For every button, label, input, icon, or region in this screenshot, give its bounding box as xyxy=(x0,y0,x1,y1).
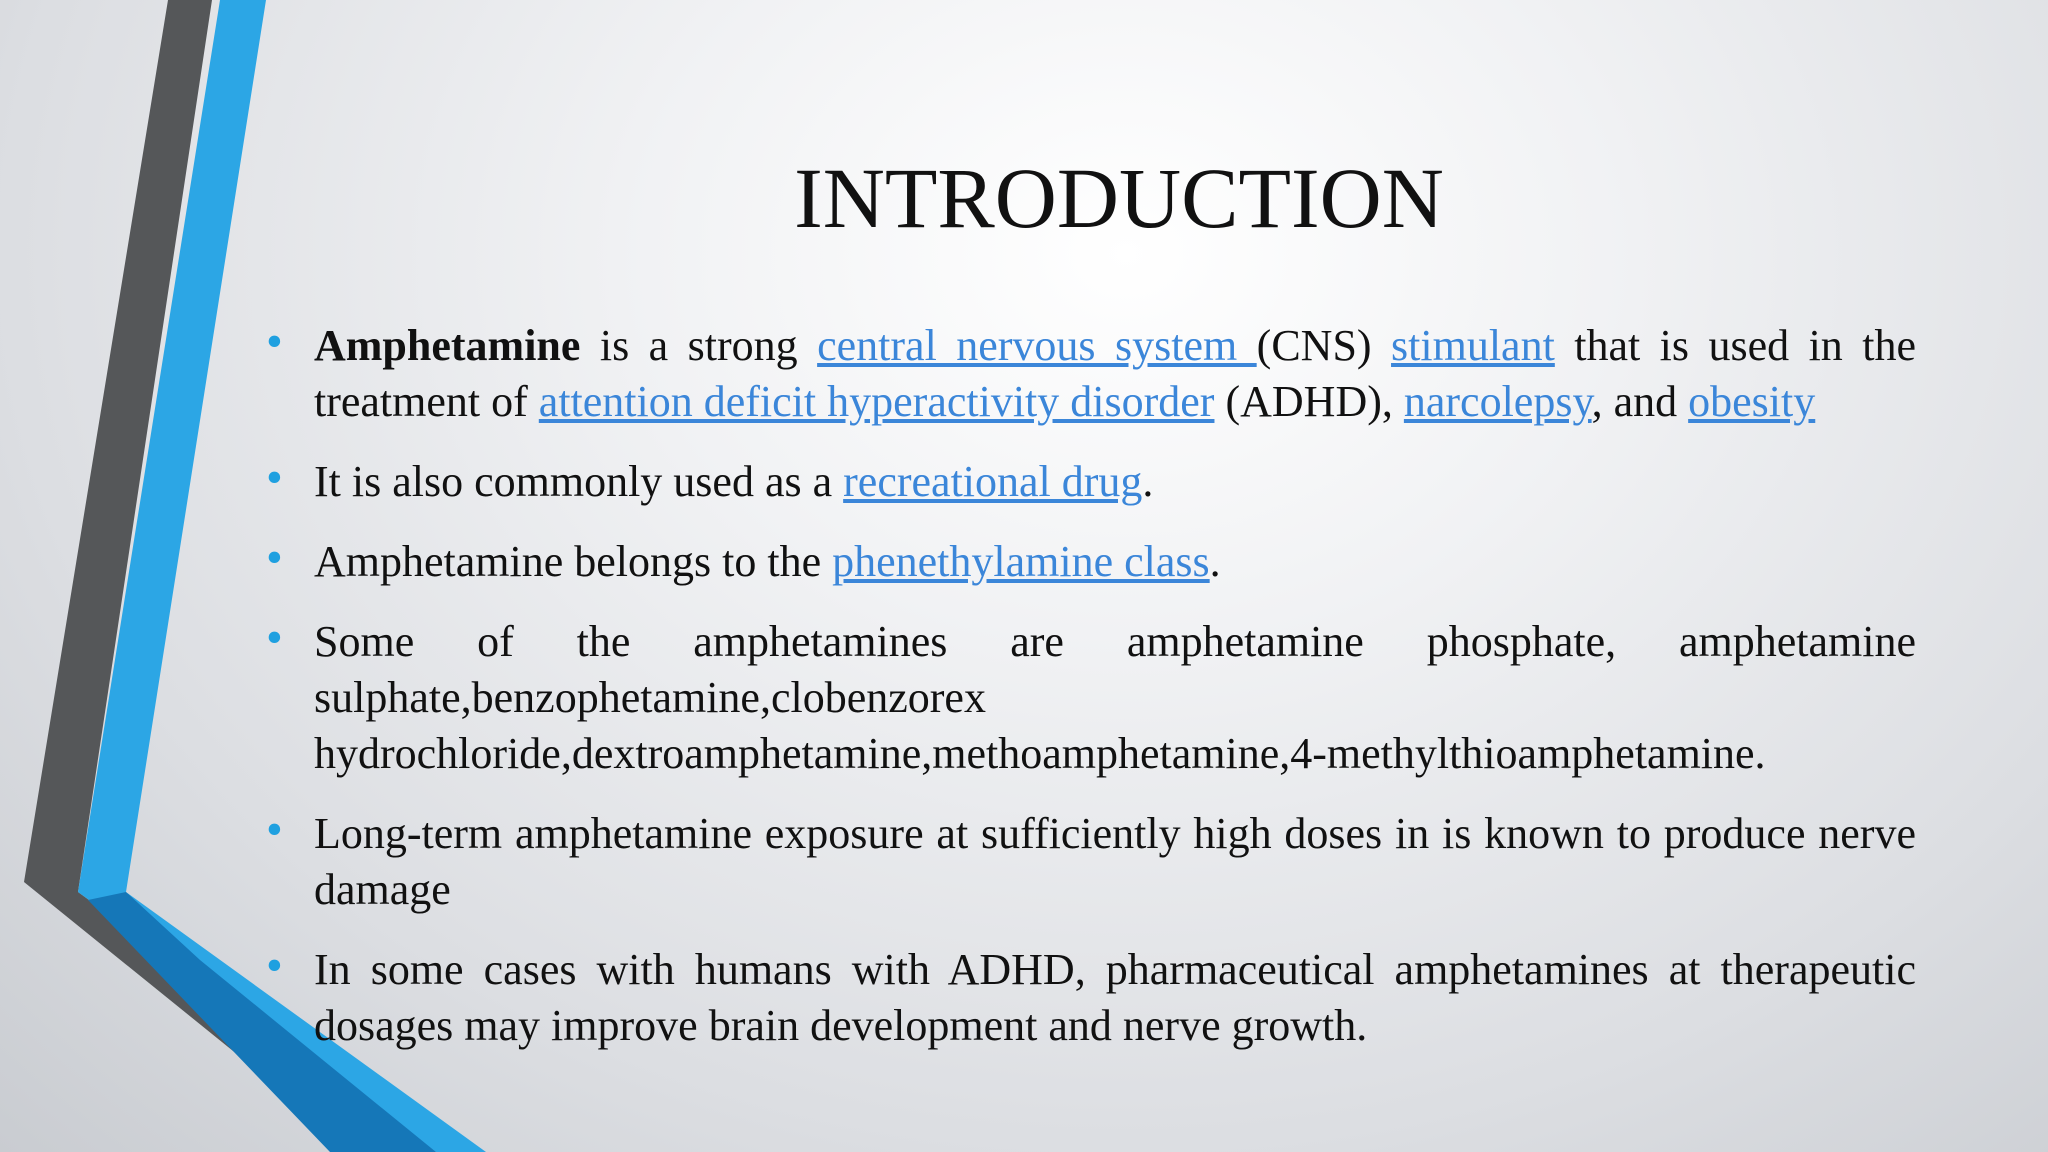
text: is a strong xyxy=(580,321,818,370)
text: that is used in the treatment of xyxy=(314,321,1916,426)
link-recreational-drug[interactable]: recreational drug xyxy=(843,457,1143,506)
link-phenethylamine-class[interactable]: phenethylamine class xyxy=(832,537,1210,586)
text: It is also commonly used as a xyxy=(314,457,844,506)
text: In some cases with humans with ADHD, pharmaceutical amphetamines at therapeutic dosages may improve brain development and nerve growth. xyxy=(314,945,1916,1050)
link-obesity[interactable]: obesity xyxy=(1688,377,1816,426)
text: . xyxy=(1209,537,1221,586)
text: Amphetamine belongs to the xyxy=(314,537,833,586)
term-amphetamine: Amphetamine xyxy=(314,321,581,370)
text: . xyxy=(1142,457,1154,506)
bullet-item-4 xyxy=(314,614,1916,782)
text: (ADHD), xyxy=(1214,377,1404,426)
bullet-item-3 xyxy=(314,534,1916,590)
bullet-item-2 xyxy=(314,454,1916,510)
text: Some of the amphetamines are amphetamine phosphate, amphetamine sulphate,benzophetamine,clobenzorex hydrochloride,dextroamphetamine,methoamphetamine,4-methylthioamphetamine. xyxy=(314,617,1916,778)
text: , and xyxy=(1591,377,1689,426)
link-central-nervous-system[interactable]: central nervous system xyxy=(817,321,1257,370)
link-adhd[interactable]: attention deficit hyperactivity disorder xyxy=(538,377,1215,426)
bullet-item-6 xyxy=(314,942,1916,1054)
link-stimulant[interactable]: stimulant xyxy=(1391,321,1555,370)
bullet-item-5 xyxy=(314,806,1916,918)
text: (CNS) xyxy=(1256,321,1392,370)
bullet-item-1 xyxy=(314,318,1916,430)
slide-title: INTRODUCTION xyxy=(794,150,1444,246)
link-narcolepsy[interactable]: narcolepsy xyxy=(1403,377,1592,426)
bullet-list xyxy=(314,318,1916,1078)
text: Long-term amphetamine exposure at sufficiently high doses in is known to produce nerve damage xyxy=(314,809,1916,914)
